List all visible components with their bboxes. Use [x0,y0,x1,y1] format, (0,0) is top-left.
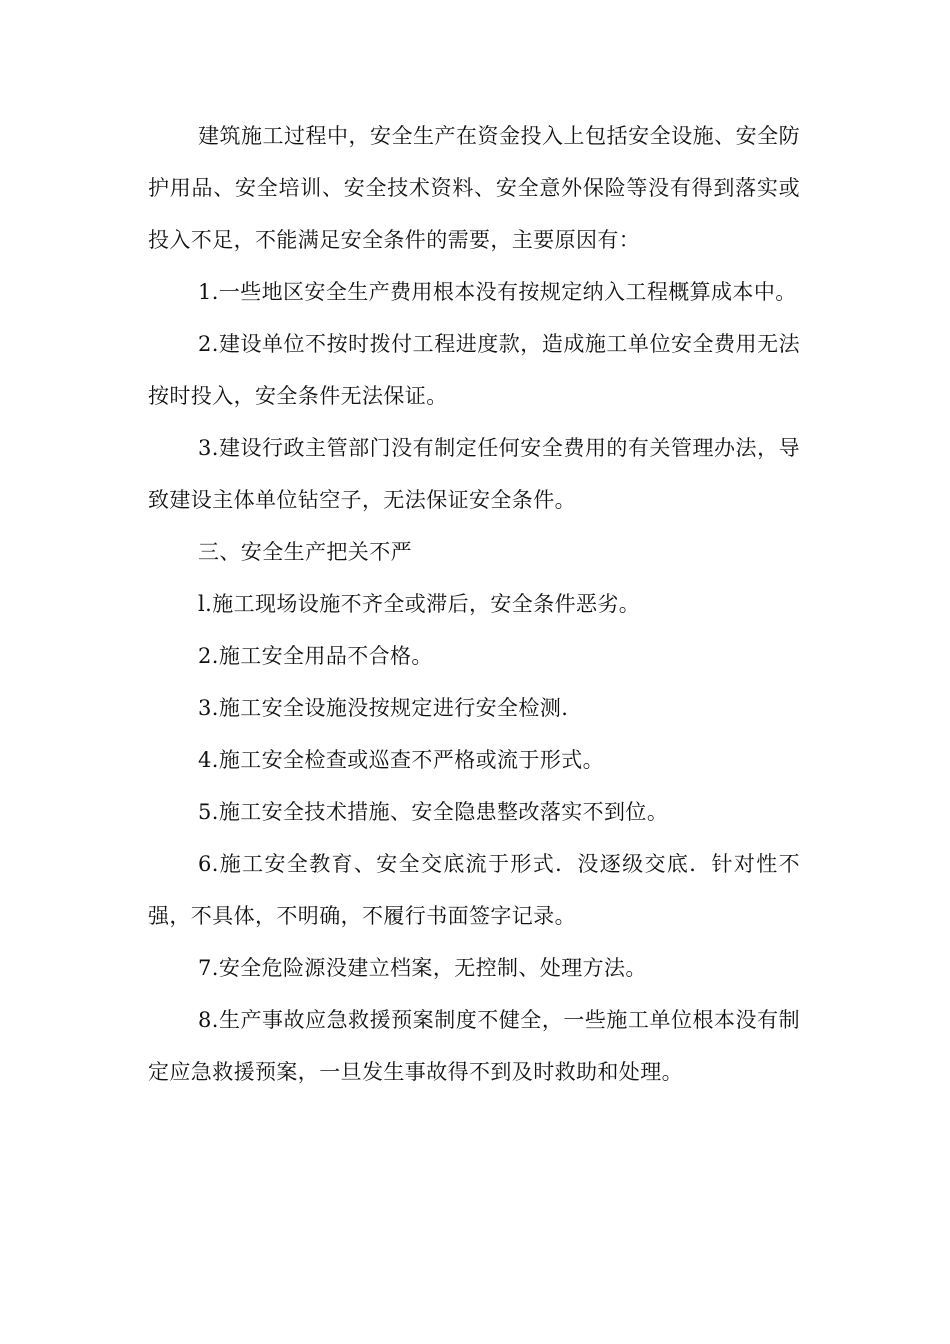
paragraph-check-5: 5.施工安全技术措施、安全隐患整改落实不到位。 [198,800,669,824]
section-heading: 三、安全生产把关不严 [198,540,412,564]
document-body [148,110,800,1098]
paragraph-check-1: l.施工现场设施不齐全或滞后，安全条件恶劣。 [198,592,641,616]
paragraph-intro: 建筑施工过程中，安全生产在资金投入上包括安全设施、安全防护用品、安全培训、安全技术资料、安全意外保险等没有得到落实或投入不足，不能满足安全条件的需要，主要原因有： [148,124,800,252]
paragraph-check-7: 7.安全危险源没建立档案，无控制、处理方法。 [198,956,647,980]
paragraph-item-1: 1.一些地区安全生产费用根本没有按规定纳入工程概算成本中。 [198,280,797,304]
paragraph-check-8: 8.生产事故应急救援预案制度不健全，一些施工单位根本没有制定应急救援预案，一旦发生事故得不到及时救助和处理。 [148,1008,800,1084]
paragraph-check-2: 2.施工安全用品不合格。 [198,644,433,668]
paragraph-check-6: 6.施工安全教育、安全交底流于形式．没逐级交底．针对性不强，不具体，不明确，不履行书面签字记录。 [148,852,800,928]
paragraph-item-3: 3.建设行政主管部门没有制定任何安全费用的有关管理办法，导致建设主体单位钻空子，无法保证安全条件。 [148,436,800,512]
paragraph-item-2: 2.建设单位不按时拨付工程进度款，造成施工单位安全费用无法按时投入，安全条件无法保证。 [148,332,800,408]
paragraph-check-3: 3.施工安全设施没按规定进行安全检测. [198,696,569,720]
paragraph-check-4: 4.施工安全检查或巡查不严格或流于形式。 [198,748,605,772]
